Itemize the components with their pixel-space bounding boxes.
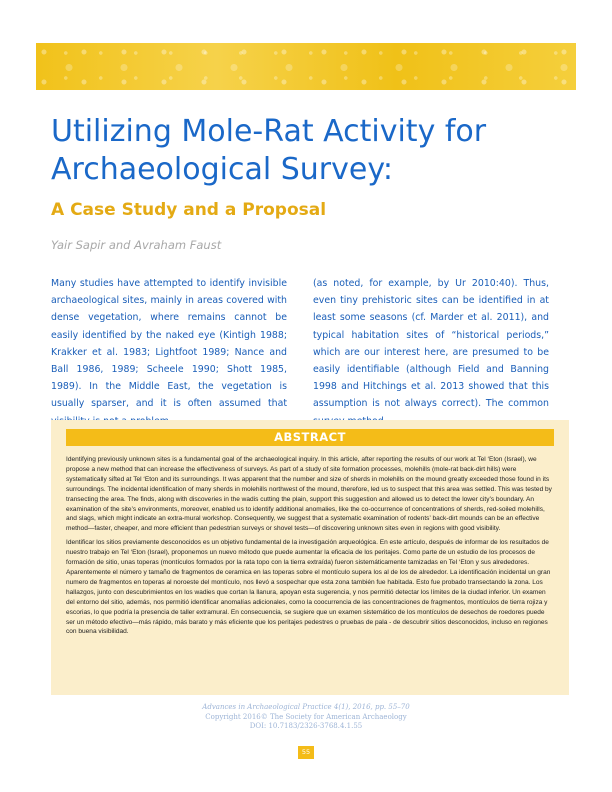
article-title: Utilizing Mole-Rat Activity for Archaeological Survey: [51, 114, 487, 187]
intro-column-left: Many studies have attempted to identify invisible archaeological sites, mainly in areas covered with dense vegetation, where remains cannot be easily identified by the naked eye (Kintigh 1988; Krakker et al. 1983; Lightfoot 1989; Nance and Ball 1986, 1989; Scheele 1990; Shott 1985, 1989). In the Middle East, the vegetation is usually sparser, and it is often assumed that [51, 278, 287, 410]
page-number: 55 [298, 746, 314, 759]
citation-journal: Advances in Archaeological Practice 4(1), 2016, pp. 55–70 [202, 703, 410, 711]
citation-copyright: Copyright 2016© The Society for American Archaeology [205, 712, 407, 721]
citation-block [0, 703, 612, 732]
intro-column-right: (as noted, for example, by Ur 2010:40). Thus, even tiny prehistoric sites can be identified in at least some seasons (cf. Marder et al. 2011), and typical habitation sites of “historical periods,” which are our interest here, are presumed to be easily identifiable (although Field and Banning 1998 and Hitchings et al. 2013 showed that this assumption is not always correct). The common [313, 278, 549, 410]
citation-doi: DOI: 10.7183/2326-3768.4.1.55 [249, 722, 363, 730]
abstract-heading: ABSTRACT [66, 429, 554, 446]
article-subtitle: A Case Study and a Proposal [51, 200, 327, 220]
abstract-spanish: Identificar los sitios previamente desconocidos es un objetivo fundamental de la investigación arqueológica. En este artículo, después de informar de los resultados de nuestro trabajo en Tel ‘Eton (Israel), proponemos un nuevo método que puede aumentar la eficacia de los peritajes. Como parte de un estudio de los procesos de formación de sitio, unas toperas (montículos formados por la rata topo con la tierra extraída) fueron sistemáticamente tamizadas en Tel ‘Eton y sus alrededores. Aparentemente el número y tamaño de fragmentos de ceramica en las toperas sobre el montículo supera los al de los de alrededor. La identificación incidental un gran numero de fragmentos en toperas al noroeste del montículo, nos llevó a sospechar que esta zona también fue habitada. Esto fue probado transectando la zona. Los hallazgos, junto con descubrimientos en los wadies que cortan la llanura, apoyan esta sugerencia, y nos permitió detectar los límites de la ciudad inferior. Un examen del entorno del sitio, además, nos permitió identificar anomalías adicionales, como la coocurrencia de las concentraciones de fragmentos, montículos de tierra rojiza y escorias, lo que podría la presencia de taller extramural. En consecuencia, se sugiere que un examen sistemático de los montículos de desechos de roedores puede ser un método efectivo—más rápido, más barato y más eficiente que los peritajes pedestres o pruebas de pala - de descubrir sitios desconocidos, incluso en regiones con buena visibilidad. [66, 539, 551, 636]
abstract-box [51, 420, 569, 695]
header-banner [36, 43, 576, 90]
article-authors: Yair Sapir and Avraham Faust [51, 238, 222, 252]
abstract-english: Identifying previously unknown sites is a fundamental goal of the archaeological inquiry. In this article, after reporting the results of our work at Tel ‘Eton (Israel), we propose a new method that can increase the effectiveness of surveys. As part of a study of site formation processes, molehills (mole-rat back-dirt hills) were systematically sifted at Tel ‘Eton and its surroundings. It was apparent that the number and size of sherds in molehills on the mound greatly exceeded those found in its surroundings. The incidental identification of many sherds in molehills northwest of the mound, therefore, led us to suspect that this area was settled. This was tested by transecting the area. The finds, along with discoveries in the wadis cutting the plain, support this suggestion and allowed us to detect the lower city’s boundary. An examination of the site’s environments, moreover, enabled us to identify additional anomalies, like the co-occurrence of concentrations of sherds, red-soiled molehills, and slags, which might indicate an extra-mural workshop. Consequently, we suggest that a systematic examination of rodents’ back-dirt mounds can be an effective method—faster, cheaper, and more efficient than pedestrian surveys or shovel tests—of discovering unknown sites even in regions with good visibility. [66, 456, 552, 533]
